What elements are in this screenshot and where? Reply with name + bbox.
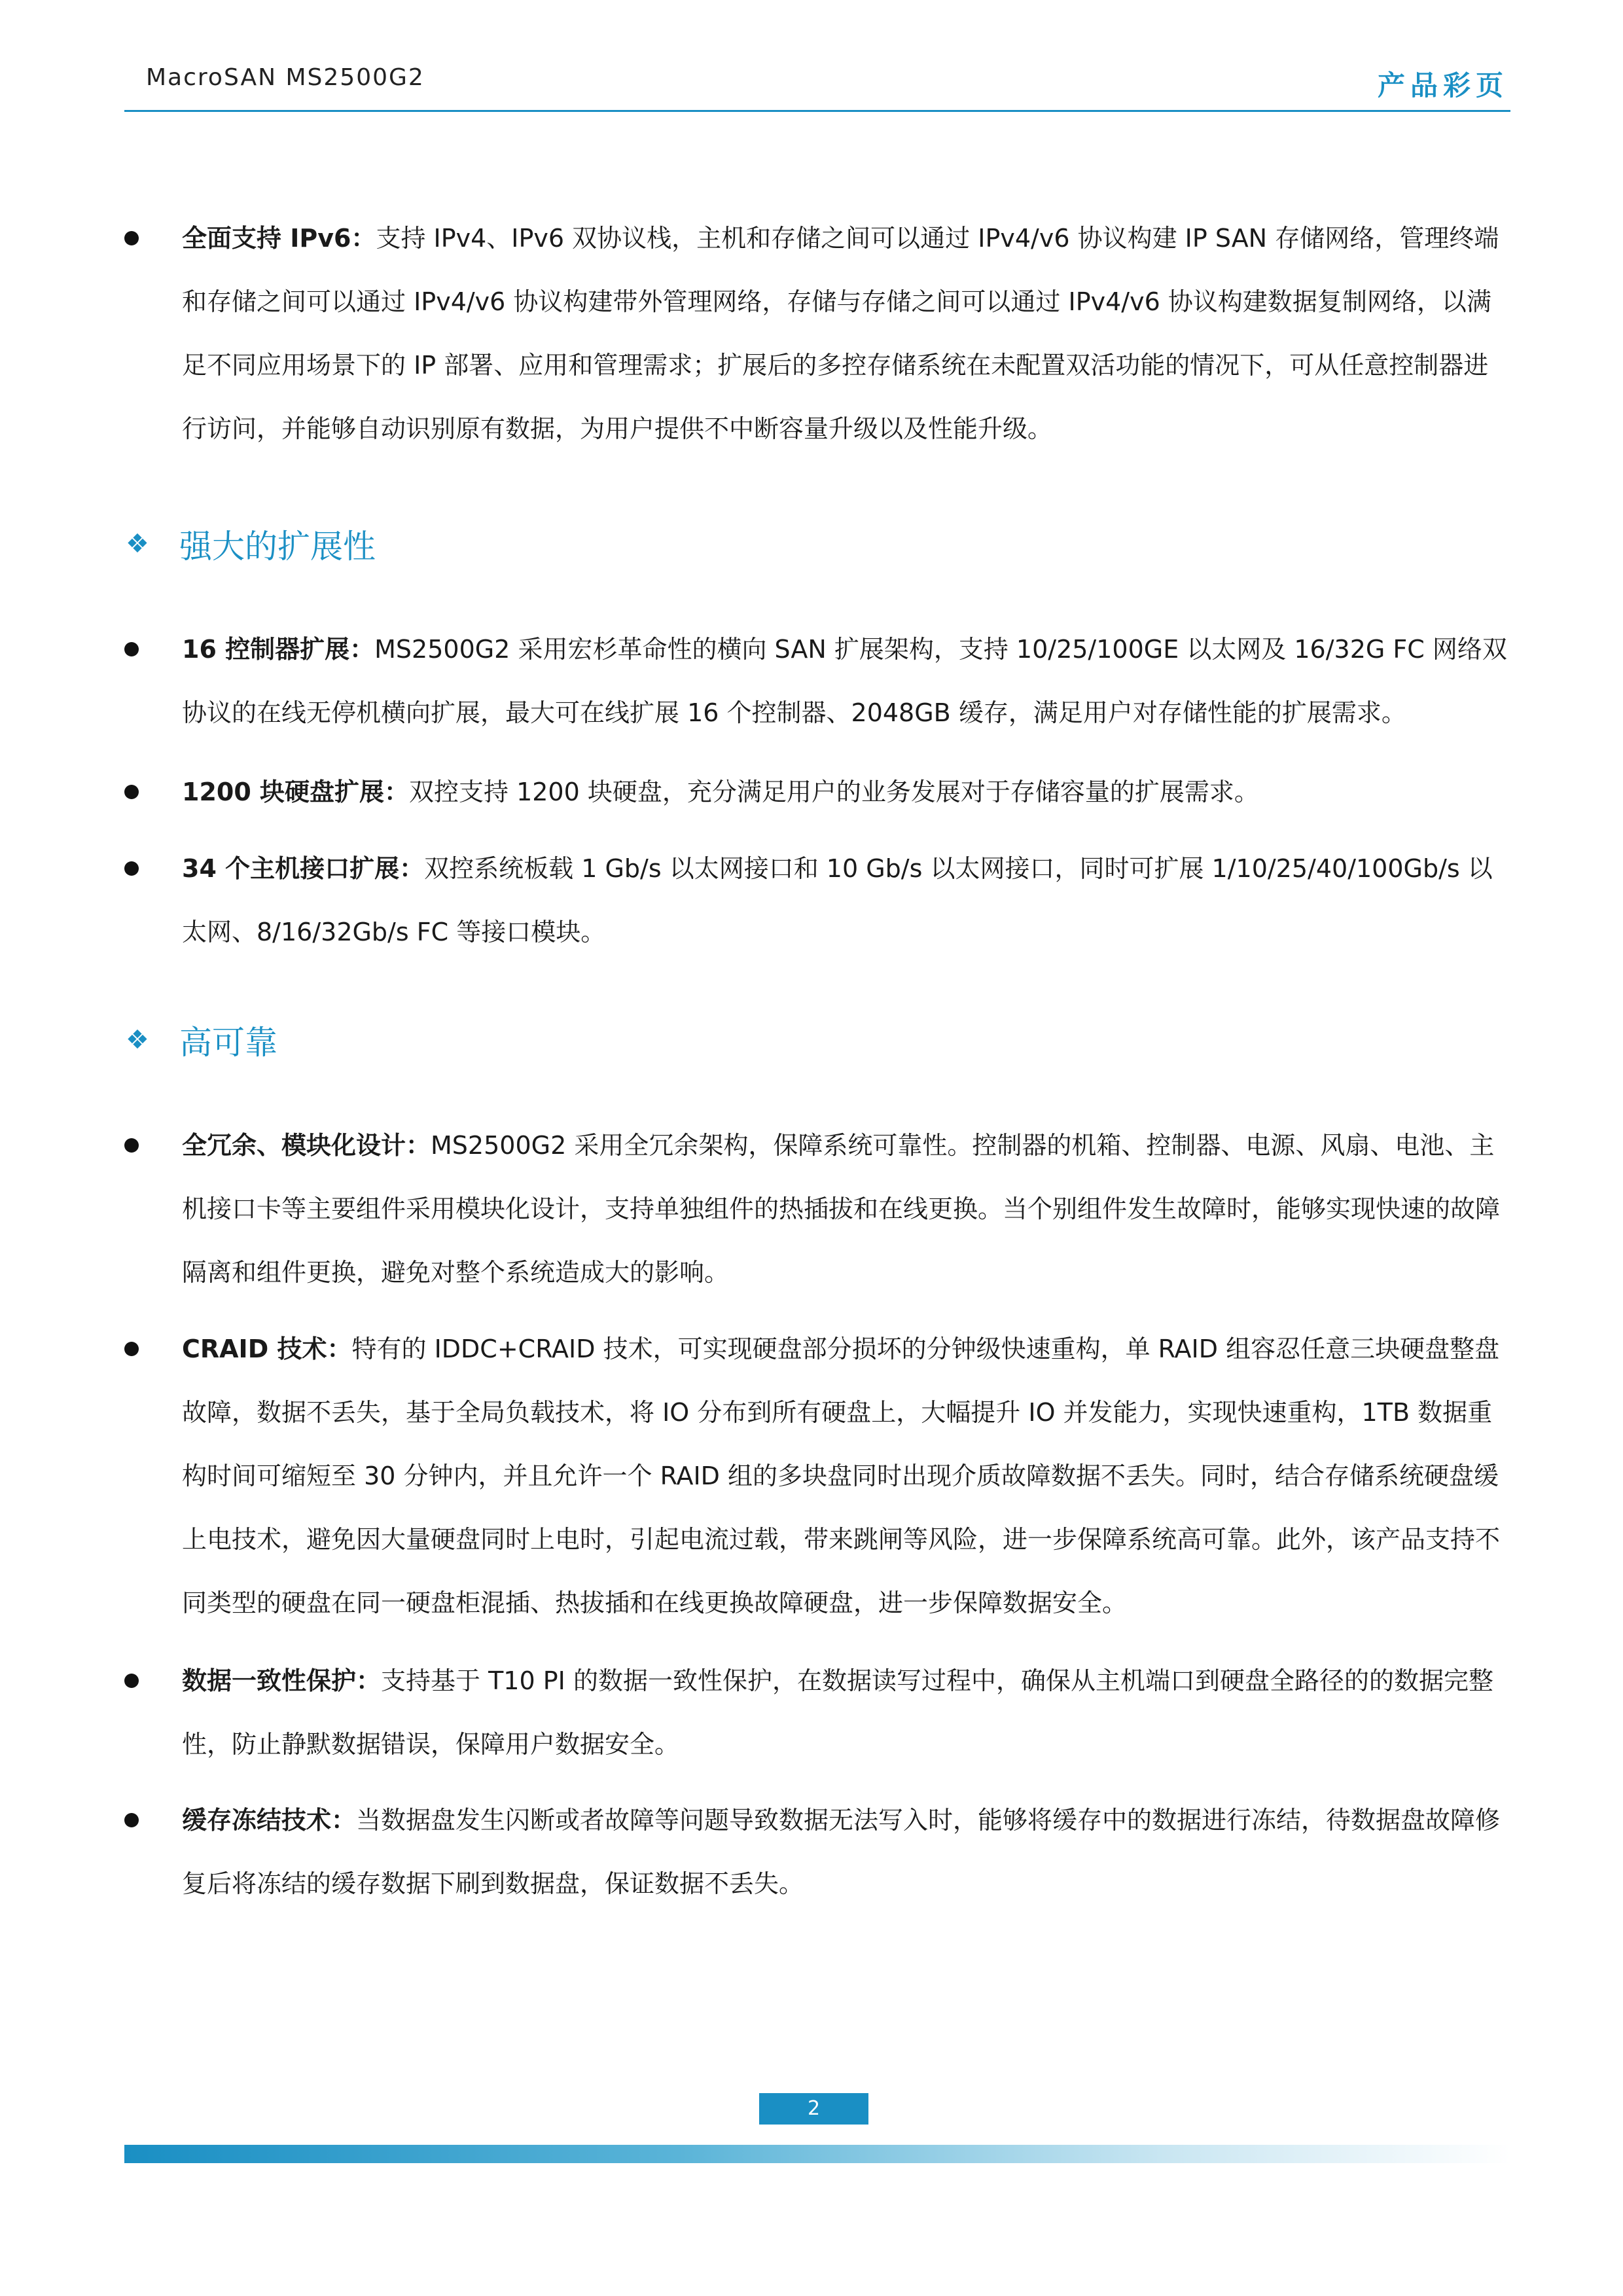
section-heading-reliability xyxy=(126,1016,277,1064)
bullet-item-lead: 全冗余、模块化设计： xyxy=(182,1131,431,1160)
bullet-item-16-controllers xyxy=(182,618,1510,745)
bullet-item-cache-freeze xyxy=(182,1789,1510,1916)
footer-gradient-bar xyxy=(124,2145,1510,2163)
section-title: 高可靠 xyxy=(179,1024,277,1062)
bullet-item-34-host-ports xyxy=(182,837,1510,964)
bullet-item-ipv6 xyxy=(182,207,1510,461)
bullet-item-lead: 缓存冻结技术： xyxy=(182,1806,357,1835)
bullet-item-text: 双控系统板载 1 Gb/s 以太网接口和 10 Gb/s 以太网接口，同时可扩展 1/10/25/40/100Gb/s 以太网、8/16/32Gb/s FC 等接口模块。 xyxy=(182,854,1493,946)
bullet-item-text: 双控支持 1200 块硬盘，充分满足用户的业务发展对于存储容量的扩展需求。 xyxy=(409,778,1259,806)
bullet-dot xyxy=(124,861,139,876)
bullet-item-data-consistency xyxy=(182,1649,1510,1776)
bullet-item-redundant-design xyxy=(182,1114,1510,1304)
bullet-dot xyxy=(124,785,139,799)
bullet-item-text: 支持基于 T10 PI 的数据一致性保护，在数据读写过程中，确保从主机端口到硬盘全路径的的数据完整性，防止静默数据错误，保障用户数据安全。 xyxy=(182,1666,1493,1759)
bullet-item-text: 支持 IPv4、IPv6 双协议栈，主机和存储之间可以通过 IPv4/v6 协议构建 IP SAN 存储网络，管理终端和存储之间可以通过 IPv4/v6 协议构建带外管理网络，存储与存储之间可以通过 IPv4/v6 协议构建数据复制网络，以满足不同应用场景下的 IP 部署、应用和管理需求；扩展后的多控存储系统在未配置双活功能的情况下，可从任意控制器进行访问，并能够自动识别原有数据，为用户提供不中断容量升级以及性能升级。 xyxy=(182,224,1499,443)
bullet-dot xyxy=(124,1813,139,1827)
bullet-dot xyxy=(124,642,139,656)
bullet-item-lead: CRAID 技术： xyxy=(182,1335,352,1363)
bullet-item-text: 当数据盘发生闪断或者故障等问题导致数据无法写入时，能够将缓存中的数据进行冻结，待数据盘故障修复后将冻结的缓存数据下刷到数据盘，保证数据不丢失。 xyxy=(182,1806,1501,1898)
bullet-item-lead: 16 控制器扩展： xyxy=(182,635,375,664)
page-number: 2 xyxy=(759,2093,868,2125)
bullet-dot xyxy=(124,231,139,245)
bullet-item-text: 特有的 IDDC+CRAID 技术，可实现硬盘部分损坏的分钟级快速重构，单 RAID 组容忍任意三块硬盘整盘故障，数据不丢失，基于全局负载技术，将 IO 分布到所有硬盘上，大幅提升 IO 并发能力，实现快速重构，1TB 数据重构时间可缩短至 30 分钟内，并且允许一个 RAID 组的多块盘同时出现介质故障数据不丢失。同时，结合存储系统硬盘缓上电技术，避免因大量硬盘同时上电时，引起电流过载，带来跳闸等风险，进一步保障系统高可靠。此外，该产品支持不同类型的硬盘在同一硬盘柜混插、热拔插和在线更换故障硬盘，进一步保障数据安全。 xyxy=(182,1335,1501,1617)
diamond-icon: ❖ xyxy=(126,529,149,559)
diamond-icon: ❖ xyxy=(126,1025,149,1055)
bullet-item-text: MS2500G2 采用宏杉革命性的横向 SAN 扩展架构，支持 10/25/100GE 以太网及 16/32G FC 网络双协议的在线无停机横向扩展，最大可在线扩展 16 个控制器、2048GB 缓存，满足用户对存储性能的扩展需求。 xyxy=(182,635,1507,727)
section-title: 强大的扩展性 xyxy=(179,528,376,565)
header-rule xyxy=(124,110,1510,112)
page-header-title: MacroSAN MS2500G2 xyxy=(146,64,425,91)
bullet-item-lead: 全面支持 IPv6： xyxy=(182,224,376,253)
page-header-label: 产品彩页 xyxy=(1377,69,1508,101)
bullet-dot xyxy=(124,1138,139,1153)
bullet-item-lead: 1200 块硬盘扩展： xyxy=(182,778,409,806)
bullet-dot xyxy=(124,1674,139,1688)
bullet-item-lead: 数据一致性保护： xyxy=(182,1666,382,1695)
bullet-item-text: MS2500G2 采用全冗余架构，保障系统可靠性。控制器的机箱、控制器、电源、风扇、电池、主机接口卡等主要组件采用模块化设计，支持单独组件的热插拔和在线更换。当个别组件发生故障时，能够实现快速的故障隔离和组件更换，避免对整个系统造成大的影响。 xyxy=(182,1131,1501,1287)
bullet-item-craid xyxy=(182,1318,1510,1635)
section-heading-scalability xyxy=(126,520,376,567)
bullet-item-lead: 34 个主机接口扩展： xyxy=(182,854,425,883)
bullet-item-1200-disks xyxy=(182,761,1510,824)
bullet-dot xyxy=(124,1342,139,1356)
